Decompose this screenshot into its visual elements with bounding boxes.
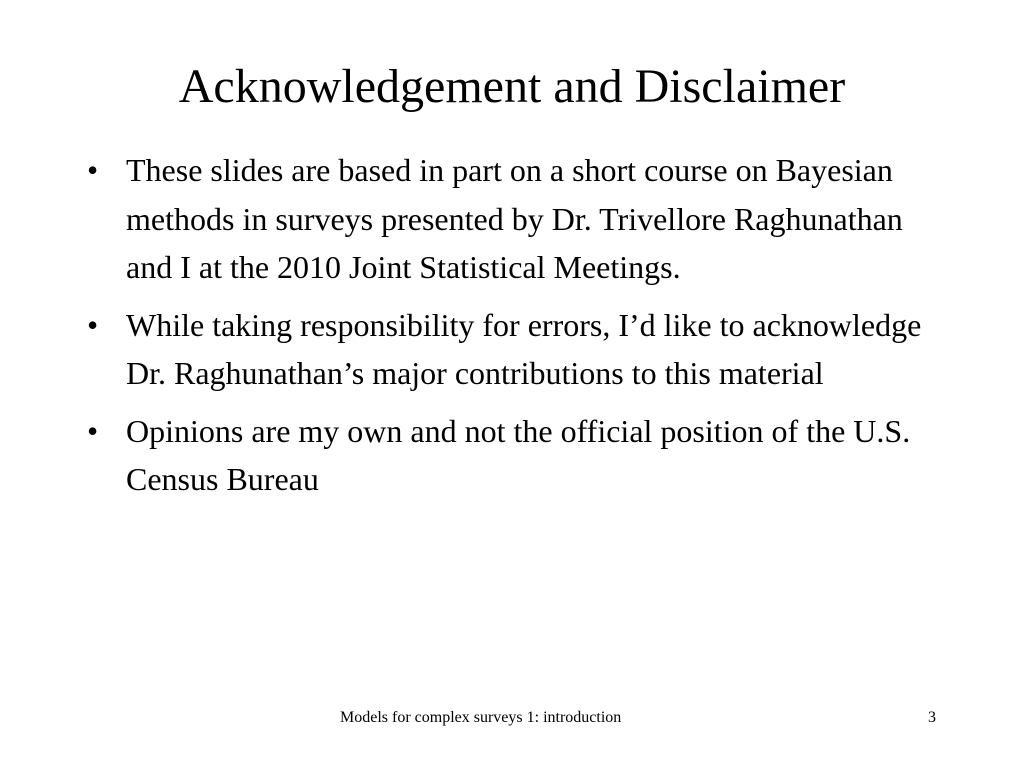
bullet-text: Opinions are my own and not the official position of the U.S. Census Bureau <box>126 412 911 497</box>
page-number: 3 <box>928 709 936 726</box>
slide-footer: Models for complex surveys 1: introduction <box>340 709 622 726</box>
bullet-item <box>84 146 944 292</box>
bullet-list <box>84 146 944 513</box>
bullet-icon: • <box>87 306 99 343</box>
bullet-icon: • <box>87 412 99 449</box>
bullet-item <box>84 301 944 398</box>
bullet-item <box>84 407 944 504</box>
bullet-text: These slides are based in part on a short course on Bayesian methods in surveys presented by Dr. Trivellore Raghunathan and I at the 2010 Joint Statistical Meetings. <box>126 152 903 285</box>
bullet-text: While taking responsibility for errors, I’d like to acknowledge Dr. Raghunathan’s major contributions to this material <box>126 306 922 391</box>
slide-title: Acknowledgement and Disclaimer <box>178 60 846 113</box>
bullet-icon: • <box>87 152 99 188</box>
